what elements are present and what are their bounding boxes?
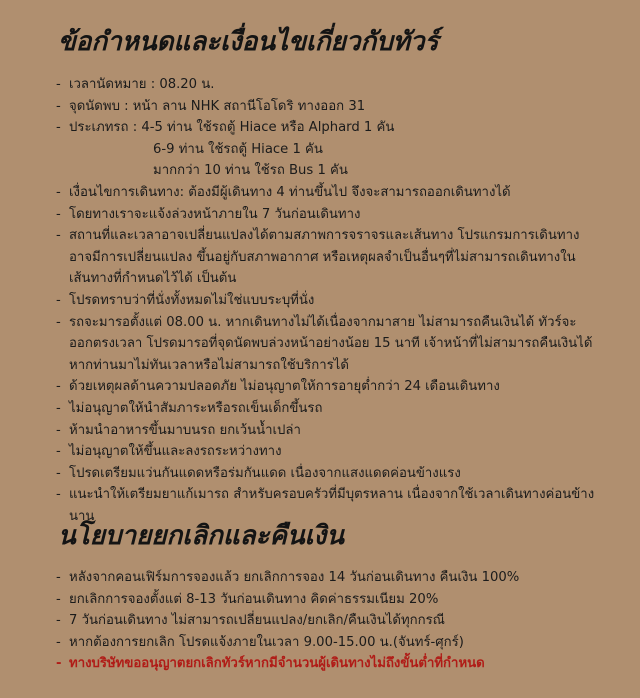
refund-policy-list [56, 567, 596, 675]
vehicle-type-item: - ประเภทรถ : 4-5 ท่าน ใช้รถตู้ Hiace หรือ Alphard 1 คัน [56, 117, 596, 139]
bus-departure-item: - รถจะมารอตั้งแต่ 08.00 น. หากเดินทางไม่ได้เนื่องจากมาสาย ไม่สามารถคืนเงินได้ ทัวร์จะออกตรงเวลา โปรดมารอที่จุดนัดพบล่วงหน้าอย่างน้อย 15 นาที เจ้าหน้าที่ไม่สามารถคืนเงินได้หากท่านมาไม่ทันเวลาหรือไม่สามารถใช้บริการได้ [56, 312, 596, 377]
travel-condition-item: - เงื่อนไขการเดินทาง: ต้องมีผู้เดินทาง 4 ท่านขึ้นไป จึงจะสามารถออกเดินทางได้ [56, 182, 596, 204]
seating-item: - โปรดทราบว่าที่นั่งทั้งหมดไม่ใช่แบบระบุที่นั่ง [56, 290, 596, 312]
minimum-participants-warning: - ทางบริษัทขออนุญาตยกเลิกทัวร์หากมีจำนวนผู้เดินทางไม่ถึงขั้นต่ำที่กำหนด [56, 653, 596, 675]
refund-14-days-item: - หลังจากคอนเฟิร์มการจองแล้ว ยกเลิกการจอง 14 วันก่อนเดินทาง คืนเงิน 100% [56, 567, 596, 589]
meeting-time-item: - เวลานัดหมาย : 08.20 น. [56, 74, 596, 96]
terms-title: ข้อกำหนดและเงื่อนไขเกี่ยวกับทัวร์ [58, 27, 439, 57]
terms-list [56, 74, 596, 527]
infant-restriction-item: - ด้วยเหตุผลด้านความปลอดภัย ไม่อนุญาตให้การอายุต่ำกว่า 24 เดือนเดินทาง [56, 376, 596, 398]
vehicle-type-line-2: 6-9 ท่าน ใช้รถตู้ Hiace 1 คัน [153, 141, 323, 157]
refund-7-days-item: - 7 วันก่อนเดินทาง ไม่สามารถเปลี่ยนแปลง/ยกเลิก/คืนเงินได้ทุกกรณี [56, 610, 596, 632]
boarding-restriction-item: - ไม่อนุญาตให้ขึ้นและลงรถระหว่างทาง [56, 441, 596, 463]
food-restriction-item: - ห้ามนำอาหารขึ้นมาบนรถ ยกเว้นน้ำเปล่า [56, 420, 596, 442]
vehicle-type-line-3: มากกว่า 10 ท่าน ใช้รถ Bus 1 คัน [153, 163, 348, 179]
meeting-point-item: - จุดนัดพบ : หน้า ลาน NHK สถานีโอโดริ ทางออก 31 [56, 96, 596, 118]
refund-policy-title: นโยบายยกเลิกและคืนเงิน [58, 521, 345, 551]
luggage-restriction-item: - ไม่อนุญาตให้นำสัมภาระหรือรถเข็นเด็กขึ้นรถ [56, 398, 596, 420]
sunglasses-item: - โปรดเตรียมแว่นกันแดดหรือร่มกันแดด เนื่องจากแสงแดดค่อนข้างแรง [56, 463, 596, 485]
motion-sickness-item: - แนะนำให้เตรียมยาแก้เมารถ สำหรับครอบครัวที่มีบุตรหลาน เนื่องจากใช้เวลาเดินทางค่อนข้างนาน [56, 484, 596, 527]
refund-8-13-days-item: - ยกเลิกการจองตั้งแต่ 8-13 วันก่อนเดินทาง คิดค่าธรรมเนียม 20% [56, 589, 596, 611]
advance-notice-item: - โดยทางเราจะแจ้งล่วงหน้าภายใน 7 วันก่อนเดินทาง [56, 204, 596, 226]
cancellation-hours-item: - หากต้องการยกเลิก โปรดแจ้งภายในเวลา 9.00-15.00 น.(จันทร์-ศุกร์) [56, 632, 596, 654]
itinerary-change-item: - สถานที่และเวลาอาจเปลี่ยนแปลงได้ตามสภาพการจราจรและเส้นทาง โปรแกรมการเดินทางอาจมีการเปลี่ยนแปลง ขึ้นอยู่กับสภาพอากาศ หรือเหตุผลจำเป็นอื่นๆที่ไม่สามารถเดินทางในเส้นทางที่กำหนดไว้ได้ เป็นต้น [56, 225, 596, 290]
